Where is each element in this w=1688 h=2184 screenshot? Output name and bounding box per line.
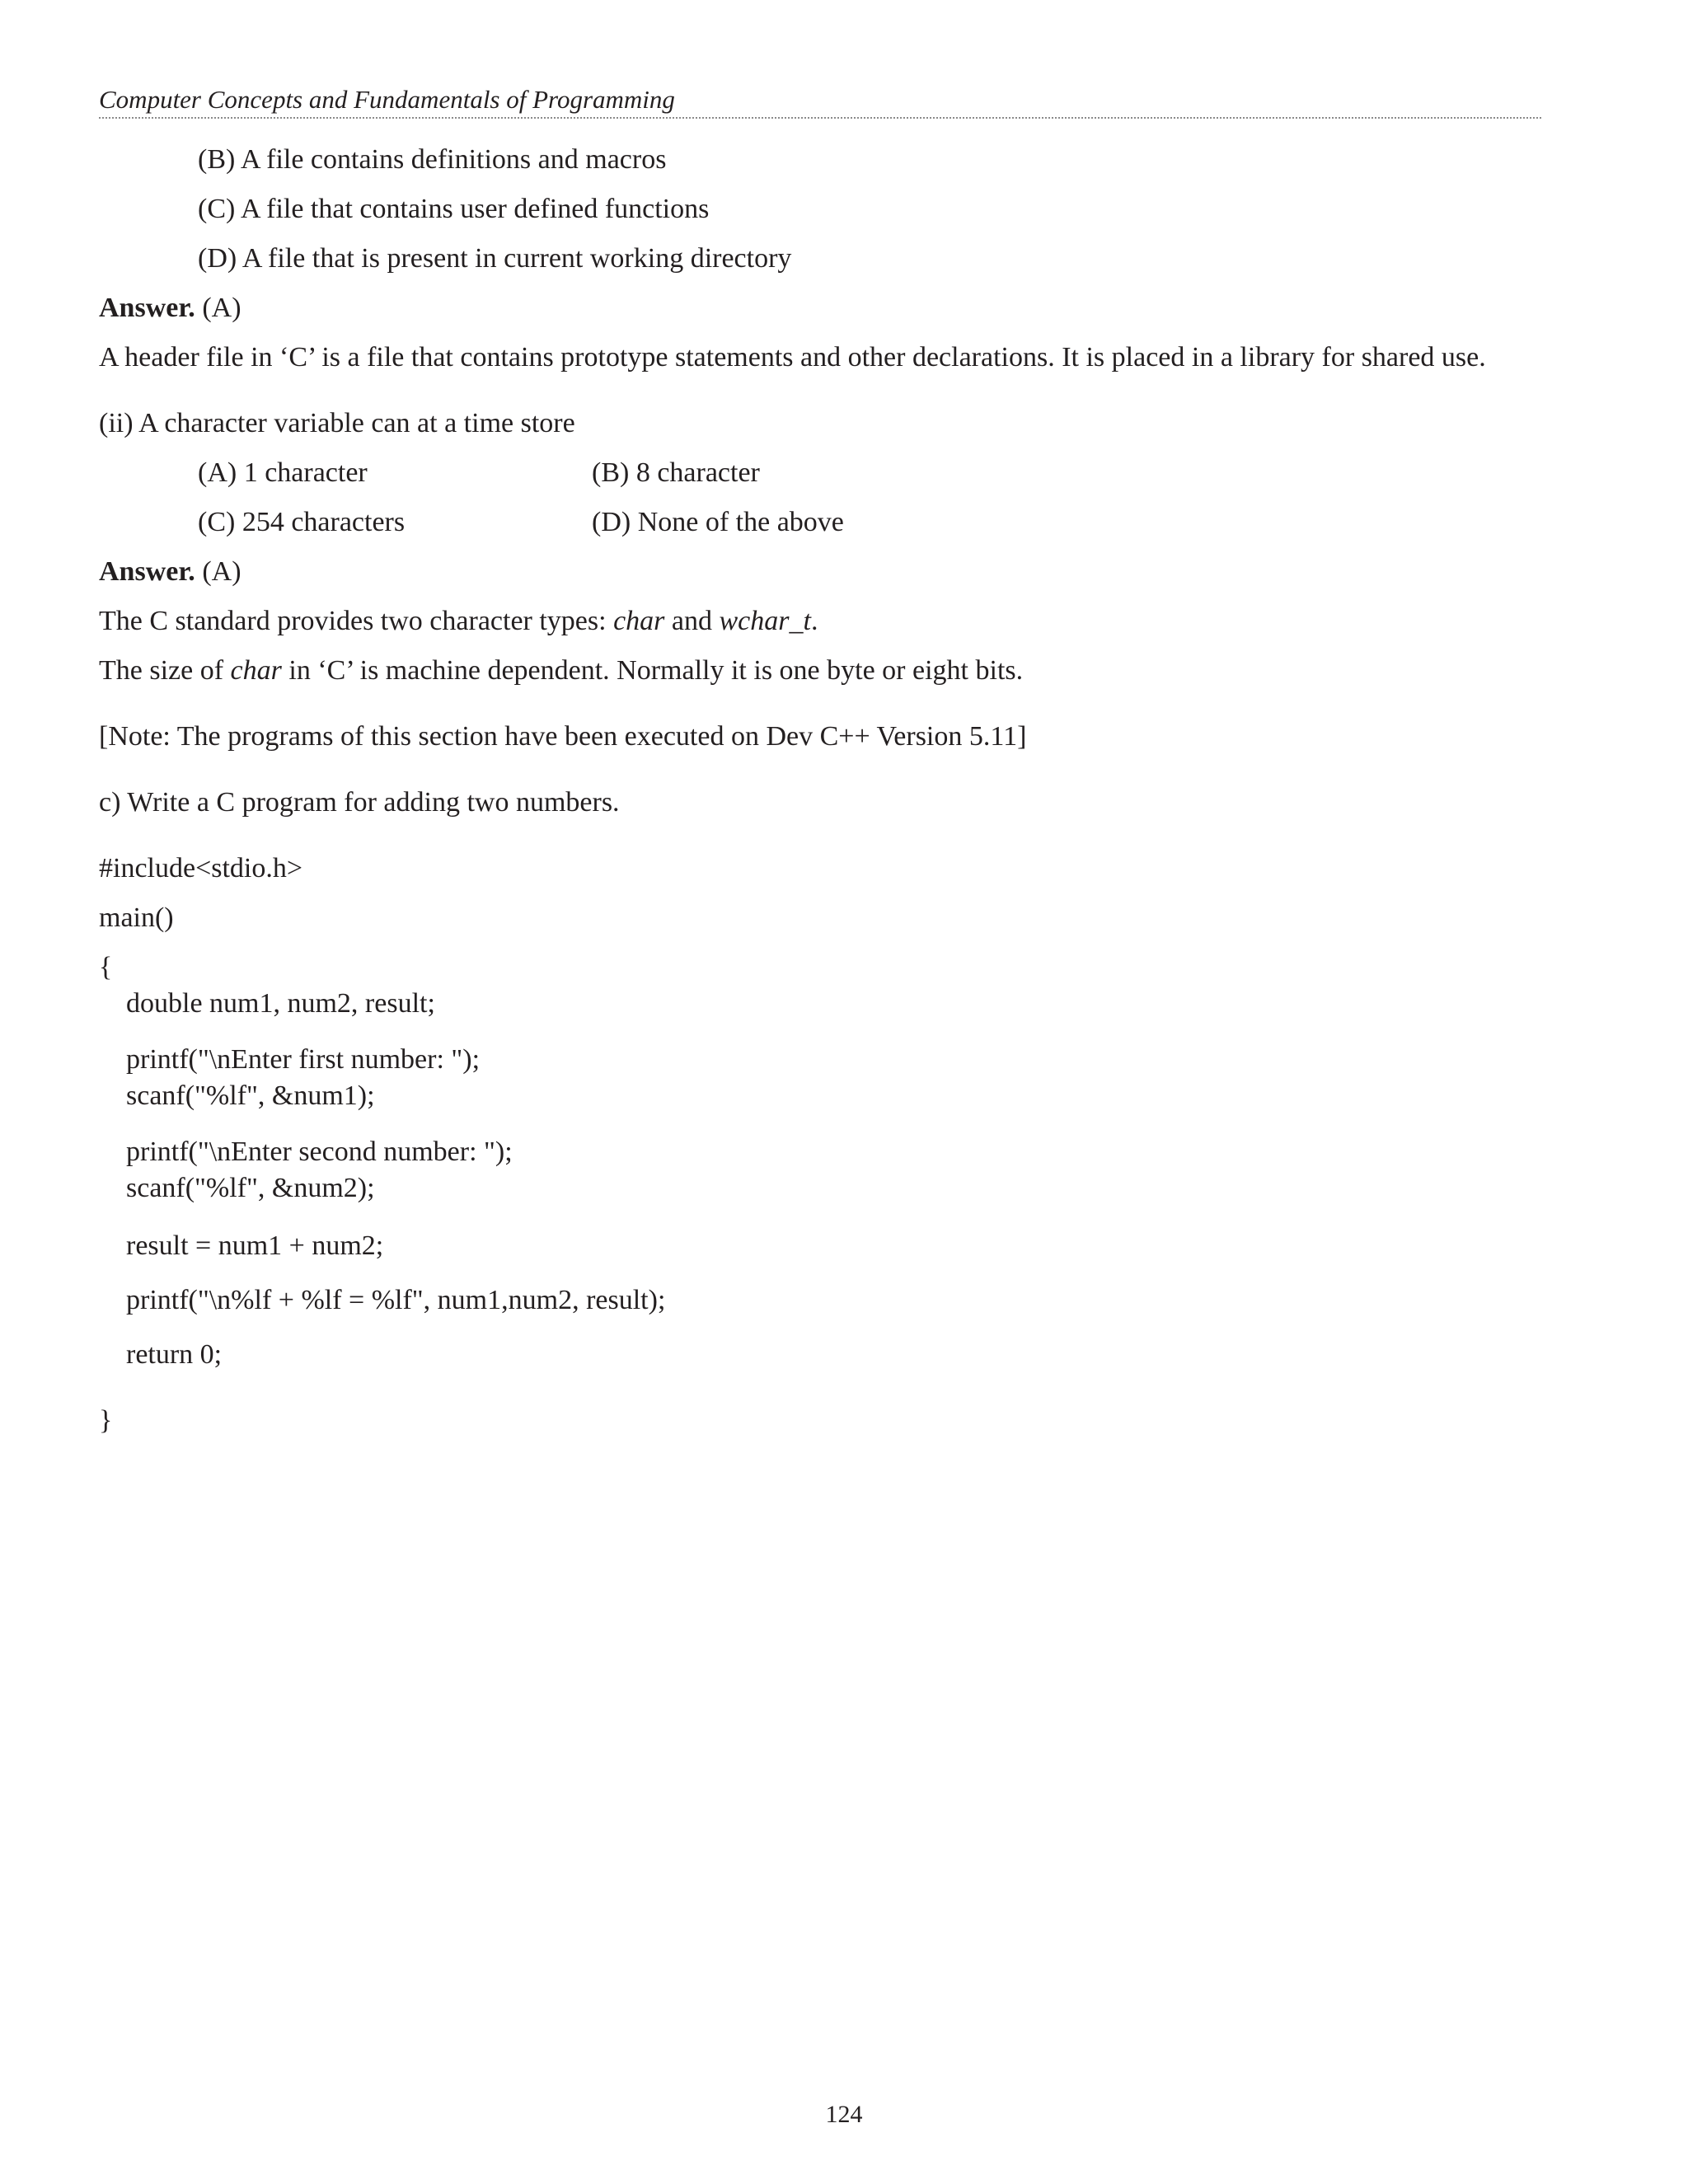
code-line-printf-result: printf("\n%lf + %lf = %lf", num1,num2, result);	[126, 1285, 666, 1315]
code-line-scanf-second: scanf("%lf", &num2);	[126, 1173, 375, 1203]
option-b-header-file: (B) A file contains definitions and macros	[198, 144, 667, 175]
execution-note: [Note: The programs of this section have been executed on Dev C++ Version 5.11]	[99, 721, 1027, 752]
option-c-header-file: (C) A file that contains user defined functions	[198, 194, 710, 224]
code-line-open-brace: {	[99, 952, 113, 982]
code-line-close-brace: }	[99, 1405, 113, 1436]
char-types-explanation	[99, 603, 818, 640]
char-size-explanation	[99, 653, 1023, 689]
option-c-char-variable: (C) 254 characters	[198, 507, 406, 537]
code-line-assign: result = num1 + num2;	[126, 1230, 384, 1261]
question-c-prompt: c) Write a C program for adding two numbers.	[99, 787, 620, 818]
answer-label: Answer.	[99, 556, 195, 587]
text-fragment: and	[664, 606, 720, 636]
code-line-printf-second: printf("\nEnter second number: ");	[126, 1137, 513, 1167]
char-type-name: char	[230, 655, 282, 686]
code-line-scanf-first: scanf("%lf", &num1);	[126, 1080, 375, 1111]
char-type-name: char	[613, 606, 665, 636]
code-line-printf-first: printf("\nEnter first number: ");	[126, 1044, 481, 1075]
option-b-char-variable: (B) 8 character	[592, 457, 760, 488]
code-line-declare: double num1, num2, result;	[126, 988, 435, 1019]
code-line-include: #include<stdio.h>	[99, 853, 303, 883]
answer-value: (A)	[202, 556, 241, 587]
option-d-char-variable: (D) None of the above	[592, 507, 844, 537]
answer-label: Answer.	[99, 293, 195, 323]
code-line-return: return 0;	[126, 1339, 223, 1370]
question-ii-prompt: (ii) A character variable can at a time store	[99, 408, 575, 438]
text-fragment: .	[810, 606, 818, 636]
answer-line-ii	[99, 554, 241, 590]
option-a-char-variable: (A) 1 character	[198, 457, 368, 488]
text-fragment: The size of	[99, 655, 231, 686]
text-fragment: in ‘C’ is machine dependent. Normally it is one byte or eight bits.	[281, 655, 1024, 686]
option-d-header-file: (D) A file that is present in current working directory	[198, 243, 792, 274]
answer-value: (A)	[202, 293, 241, 323]
wchar-type-name: wchar_t	[719, 606, 811, 636]
text-fragment: The C standard provides two character types:	[99, 606, 614, 636]
answer-line-i	[99, 290, 241, 326]
page-number: 124	[825, 2101, 863, 2128]
code-line-main: main()	[99, 902, 174, 933]
running-header: Computer Concepts and Fundamentals of Programming	[99, 82, 1541, 119]
header-file-explanation: A header file in ‘C’ is a file that contains prototype statements and other declarations. It is placed in a library for shared use.	[99, 342, 1486, 373]
